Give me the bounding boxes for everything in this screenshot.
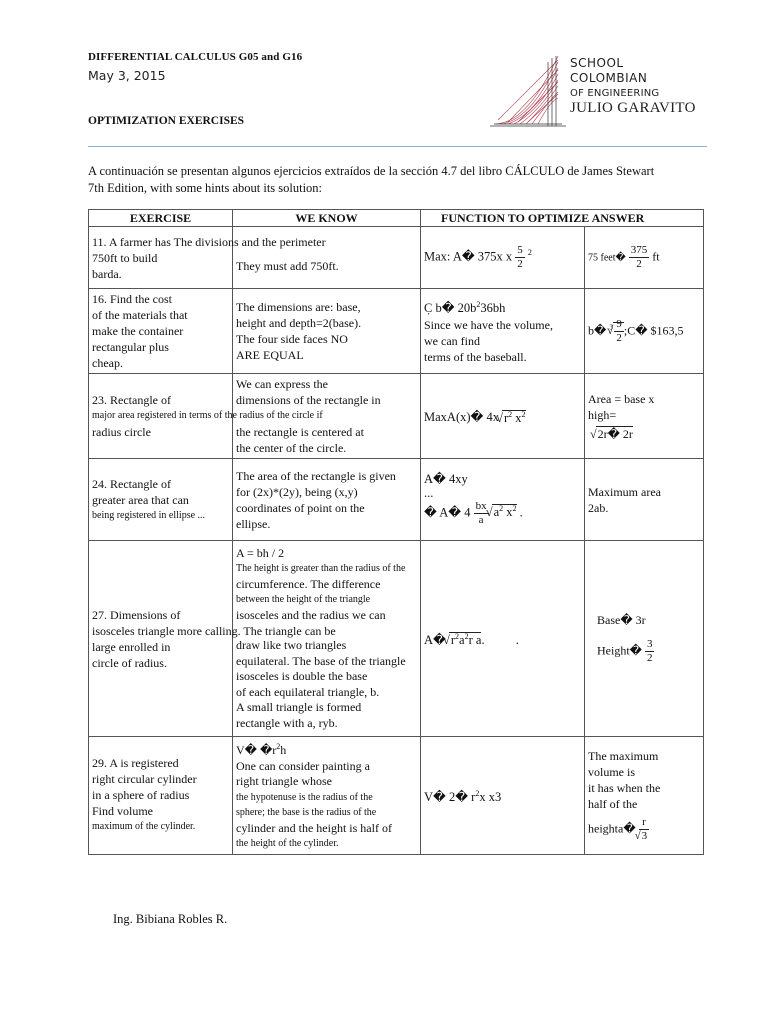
function-line: A� 4xy [424, 472, 468, 486]
fraction [645, 638, 655, 665]
function-note: we can find [424, 333, 480, 348]
exercise-line: being registered in ellipse ... [92, 509, 206, 521]
exercise-line: maximum of the cylinder. [92, 821, 196, 833]
answer-cell [585, 374, 704, 459]
function-text: . [519, 505, 523, 520]
know-line: ellipse. [236, 516, 271, 531]
fraction-numerator: √ 9 [616, 317, 622, 330]
table-row [89, 459, 704, 541]
know-line: draw like two triangles [236, 638, 347, 653]
exercise-line: greater area that can [92, 492, 189, 507]
answer-text: ;C� $163,5 [623, 322, 684, 337]
answer-line: Base� 3r [597, 613, 646, 627]
answer-text: Height� [597, 643, 642, 658]
exponent: 2 [455, 631, 460, 641]
function-text: x x3 [479, 789, 502, 804]
answer-cell [585, 289, 704, 374]
exercise-line: rectangular plus [92, 340, 169, 354]
header-answer: ANSWER [591, 211, 645, 225]
know-cell [233, 737, 421, 855]
function-line [424, 500, 581, 527]
fraction-denominator: 2 [636, 258, 642, 270]
know-line: right triangle whose [236, 774, 332, 788]
exercise-line: in a sphere of radius [92, 788, 190, 803]
function-cell [421, 374, 585, 459]
exponent: 2 [508, 409, 513, 419]
function-cell [421, 289, 585, 374]
square-root: √ 3 [641, 829, 648, 842]
know-line: rectangle with a, ryb. [236, 715, 338, 730]
answer-line: Maximum area [588, 484, 661, 499]
know-text: V� �r [236, 743, 277, 757]
know-cell [233, 459, 421, 541]
radicand-term: x [506, 505, 513, 520]
know-line: The area of the rectangle is given [236, 468, 396, 483]
radicand-term: a [459, 633, 465, 648]
fraction-numerator: r [639, 816, 650, 830]
root-index: 3 [609, 322, 613, 331]
know-line: between the height of the triangle [236, 594, 371, 606]
know-line: the center of the circle. [236, 441, 347, 455]
answer-unit: ft [652, 249, 660, 264]
fraction [515, 244, 525, 271]
know-line: the height of the cylinder. [236, 838, 339, 849]
exercise-line: Find volume [92, 804, 154, 819]
exponent: 2 [521, 409, 526, 419]
function-text: C̣ b� 20b [424, 301, 477, 316]
answer-text: b� [588, 322, 607, 337]
answer-text: heighta� [588, 821, 636, 835]
know-line: coordinates of point on the [236, 500, 365, 515]
exercise-line: large enrolled in [92, 639, 171, 654]
know-line: the rectangle is centered at [236, 425, 364, 439]
exercise-line: 750ft to build [92, 250, 158, 265]
know-line: The height is greater than the radius of the [236, 563, 406, 575]
exercise-line: 29. A is registered [92, 756, 179, 771]
fraction-numerator: bx [475, 500, 487, 512]
answer-cell [585, 737, 704, 855]
know-line: We can express the [236, 377, 328, 391]
fraction-denominator: 2 [517, 258, 523, 270]
exponent: 2 [527, 248, 532, 258]
exponent: 2 [276, 742, 281, 751]
function-line: ... [424, 486, 434, 500]
logo-line-colombian: COLOMBIAN [570, 71, 648, 85]
square-root [449, 632, 481, 647]
logo-line-school: SCHOOL [570, 56, 624, 70]
know-line: cylinder and the height is half of [236, 820, 392, 835]
know-text: h [280, 743, 287, 757]
answer-line: The maximum [588, 748, 659, 763]
exercise-cell [89, 289, 233, 374]
know-cell [233, 541, 421, 737]
know-line [236, 739, 417, 759]
logo-text [570, 56, 696, 116]
answer-line: volume is [588, 764, 635, 779]
exercise-line: 24. Rectangle of [92, 476, 171, 491]
header-function: FUNCTION TO OPTIMIZE [441, 211, 590, 225]
exponent: 2 [464, 631, 469, 641]
know-line: sphere; the base is the radius of the [236, 807, 377, 818]
answer-line: high= [588, 407, 617, 422]
exponent: 2 [512, 504, 517, 514]
table-row [89, 227, 704, 289]
logo-emblem-icon [488, 52, 568, 130]
answer-line: Area = base x [588, 391, 655, 406]
exercise-line: barda. [92, 266, 122, 281]
intro-line-2: 7th Edition, with some hints about its solution: [88, 181, 323, 195]
exercise-line: isosceles triangle more calling. The triangle can be [92, 623, 336, 638]
function-cell [421, 227, 585, 289]
exercise-line: cheap. [92, 356, 123, 370]
course-title: DIFFERENTIAL CALCULUS G05 and G16 [88, 51, 303, 63]
square-root [502, 410, 525, 425]
exercises-table [88, 209, 704, 855]
function-text: V� 2� r [424, 789, 476, 804]
function-text: . [515, 633, 519, 648]
function-text: 36bh [480, 301, 506, 316]
fraction [629, 244, 650, 271]
school-logo [488, 52, 704, 130]
table-header-row [89, 210, 704, 227]
answer-line [588, 816, 700, 843]
exponent: 2 [476, 300, 481, 310]
fraction-denominator: 2 [646, 652, 653, 664]
know-cell [233, 289, 421, 374]
know-line: ARE EQUAL [236, 348, 304, 362]
cube-root [613, 317, 624, 344]
fraction-numerator: 3 [646, 638, 653, 650]
answer-cell [585, 541, 704, 737]
exercise-cell [89, 459, 233, 541]
logo-line-engineering: OF ENGINEERING [570, 88, 660, 99]
know-line: of each equilateral triangle, b. [236, 684, 380, 699]
fraction-numerator: 375 [630, 244, 648, 256]
know-line: isosceles is double the base [236, 669, 368, 684]
fraction-denominator: 2 [616, 331, 622, 344]
intro-line-1: A continuación se presentan algunos ejercicios extraídos de la sección 4.7 del libro CÁLCULO de James Stewart [88, 164, 655, 178]
exponent: 2 [499, 504, 504, 514]
exercise-line: 11. A farmer has The divisions and the perimeter [92, 234, 326, 249]
fraction-denominator: a [478, 514, 484, 526]
answer-line: half of the [588, 796, 638, 811]
header-function-answer [421, 210, 704, 227]
answer-cell [585, 459, 704, 541]
know-line: the hypotenuse is the radius of the [236, 791, 373, 803]
radicand-term: r [450, 633, 456, 648]
author-signature: Ing. Bibiana Robles R. [113, 912, 228, 926]
know-line: They must add 750ft. [236, 258, 339, 273]
function-note: Since we have the volume, [424, 317, 553, 332]
section-title: OPTIMIZATION EXERCISES [88, 115, 245, 127]
know-line: circumference. The difference [236, 576, 381, 591]
function-note: terms of the baseball. [424, 349, 527, 364]
header-divider [88, 146, 707, 147]
function-text: . [481, 633, 485, 648]
table-row [89, 541, 704, 737]
exercise-line: 27. Dimensions of [92, 607, 181, 622]
know-line: The dimensions are: base, [236, 300, 361, 314]
header-exercise: EXERCISE [89, 210, 233, 227]
exponent: 2 [475, 788, 480, 798]
function-cell [421, 737, 585, 855]
intro-paragraph [88, 163, 708, 197]
fraction-numerator: 5 [517, 244, 523, 256]
know-line: dimensions of the rectangle in [236, 393, 381, 407]
exercise-cell [89, 737, 233, 855]
exercise-line: radius circle [92, 425, 151, 439]
radicand-term: r a [468, 633, 482, 648]
document-date: May 3, 2015 [88, 68, 166, 83]
know-line: isosceles and the radius we can [236, 607, 386, 622]
know-line: for (2x)*(2y), being (x,y) [236, 484, 358, 499]
exercise-line: make the container [92, 324, 184, 338]
radicand-term: r [503, 410, 509, 425]
table-row [89, 289, 704, 374]
square-root [492, 504, 517, 519]
answer-line: 2ab. [588, 500, 609, 515]
know-line: equilateral. The base of the triangle [236, 653, 406, 668]
radicand-term: x [515, 410, 522, 425]
answer-cell [585, 227, 704, 289]
answer-line [597, 638, 700, 665]
exercise-line: major area registered in terms of the radius of the circle if [92, 410, 323, 421]
function-cell [421, 541, 585, 737]
answer-line: it has when the [588, 780, 661, 795]
radicand-term: a [493, 505, 500, 520]
exercise-line: 16. Find the cost [92, 292, 172, 306]
function-text: Max: A� 375x x [424, 249, 513, 264]
know-line: A = bh / 2 [236, 545, 285, 560]
table-row [89, 374, 704, 459]
know-line: A small triangle is formed [236, 700, 362, 715]
exercise-line: circle of radius. [92, 655, 167, 670]
function-text: A� [424, 633, 446, 648]
exercise-line: right circular cylinder [92, 772, 197, 787]
square-root: √ 2r� 2r [596, 426, 633, 441]
know-line: The four side faces NO [236, 332, 348, 346]
logo-line-julio-garavito: JULIO GARAVITO [570, 100, 696, 116]
function-formula [424, 297, 581, 316]
function-cell [421, 459, 585, 541]
fraction-denominator [639, 830, 650, 843]
header-we-know: WE KNOW [233, 210, 421, 227]
table-row [89, 737, 704, 855]
exercise-line: of the materials that [92, 308, 188, 322]
know-line: height and depth=2(base). [236, 316, 362, 330]
answer-line [588, 426, 700, 442]
answer-text: 75 feet� [588, 252, 626, 264]
function-text: � A� 4 [424, 505, 471, 520]
function-text: MaxA(x)� 4x [424, 410, 499, 425]
fraction [639, 816, 650, 843]
exercise-line: 23. Rectangle of [92, 393, 171, 407]
fraction [614, 318, 624, 345]
know-line: One can consider painting a [236, 758, 370, 773]
